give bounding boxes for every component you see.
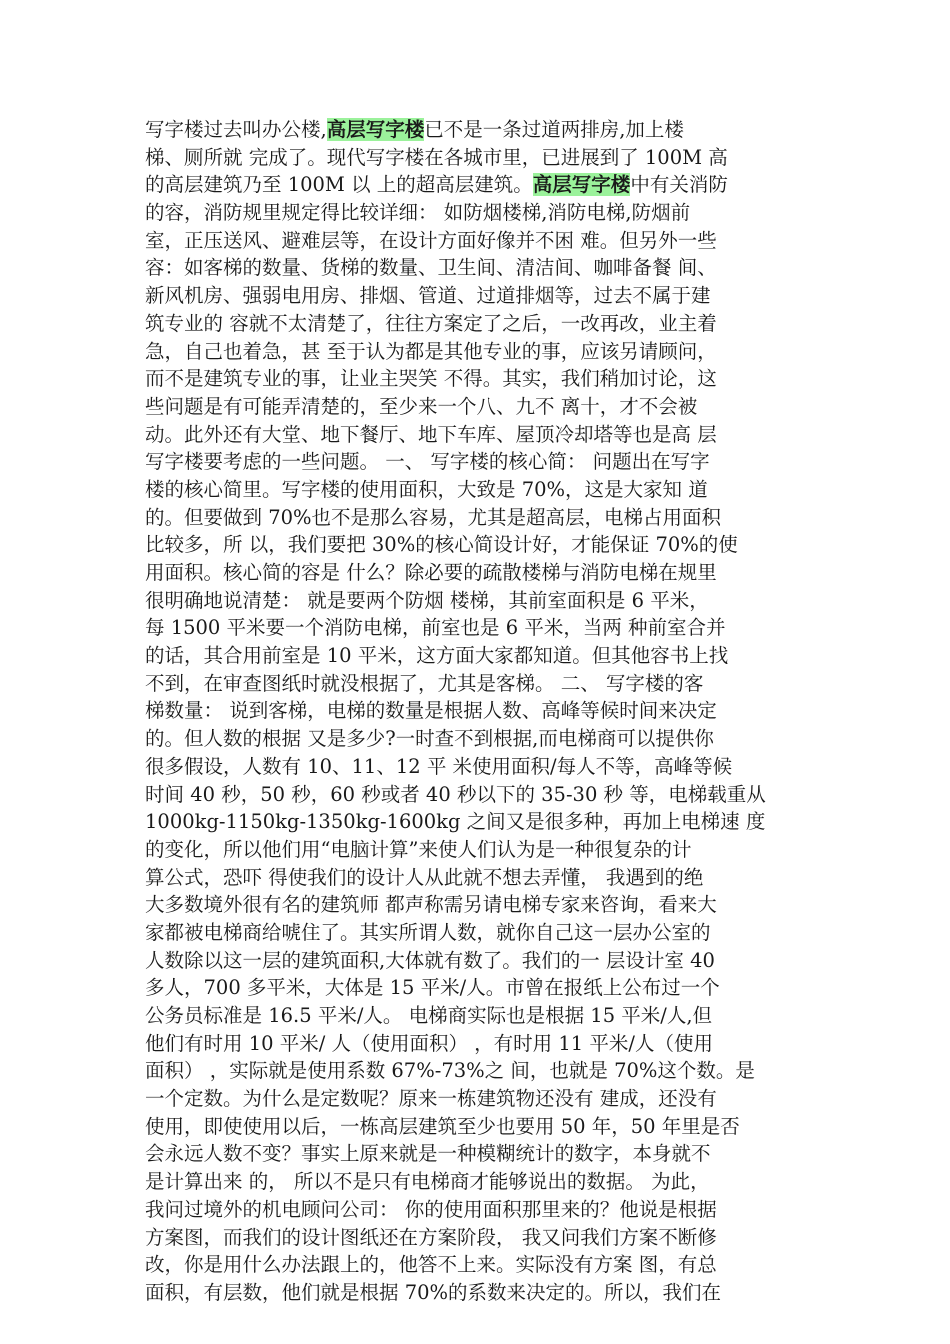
text-line: [145, 1279, 811, 1307]
text-line: [145, 282, 811, 310]
text-line: [145, 531, 811, 559]
text-line: [145, 365, 811, 393]
text-line: [145, 171, 811, 199]
text-line: [145, 1057, 811, 1085]
text-line: [145, 254, 811, 282]
text-run: 面积） ，实际就是使用系数 67%-73%之 间，也就是 70%这个数。是: [145, 1059, 755, 1083]
text-line: [145, 116, 811, 144]
text-run: 急，自己也着急，甚 至于认为都是其他专业的事，应该另请顾问，: [145, 339, 717, 363]
document-page: [145, 116, 811, 1307]
text-line: [145, 144, 811, 172]
text-line: [145, 1196, 811, 1224]
text-run: 室，正压送风、避难层等，在设计方面好像并不困 难。但另外一些: [145, 228, 717, 252]
text-run: 大多数境外很有名的建筑师 都声称需另请电梯专家来咨询，看来大: [145, 893, 717, 917]
text-run: 动。此外还有大堂、地下餐厅、地下车库、屋顶冷却塔等也是高 层: [145, 422, 717, 446]
text-run: 的变化，所以他们用“电脑计算”来使人们认为是一种很复杂的计: [145, 837, 692, 861]
text-line: [145, 614, 811, 642]
text-line: [145, 448, 811, 476]
text-line: [145, 974, 811, 1002]
text-line: [145, 1030, 811, 1058]
text-line: [145, 947, 811, 975]
text-line: [145, 393, 811, 421]
text-run: 的容，消防规里规定得比较详细： 如防烟楼梯,消防电梯,防烟前: [145, 201, 691, 225]
text-run: 改，你是用什么办法跟上的，他答不上来。实际没有方案 图，有总: [145, 1253, 717, 1277]
text-line: [145, 1168, 811, 1196]
text-line: [145, 642, 811, 670]
text-run: 是计算出来 的， 所以不是只有电梯商才能够说出的数据。 为此，: [145, 1170, 710, 1194]
text-line: [145, 1224, 811, 1252]
text-line: [145, 891, 811, 919]
text-run: 他们有时用 10 平米/ 人（使用面积） ，有时用 11 平米/人（使用: [145, 1031, 713, 1055]
text-line: [145, 697, 811, 725]
text-run: 我问过境外的机电顾问公司： 你的使用面积那里来的？他说是根据: [145, 1197, 717, 1221]
text-line: [145, 808, 811, 836]
text-line: [145, 1113, 811, 1141]
text-line: [145, 338, 811, 366]
text-line: [145, 421, 811, 449]
text-run: 会永远人数不变？事实上原来就是一种模糊统计的数字，本身就不: [145, 1142, 711, 1166]
text-run: 已不是一条过道两排房,加上楼: [424, 118, 684, 141]
text-line: [145, 836, 811, 864]
text-line: [145, 504, 811, 532]
text-line: [145, 864, 811, 892]
highlighted-term: 高层写字楼: [326, 118, 425, 141]
text-run: 算公式，恐吓 得使我们的设计人从此就不想去弄懂， 我遇到的绝: [145, 865, 704, 889]
text-line: [145, 1140, 811, 1168]
text-run: 时间 40 秒，50 秒，60 秒或者 40 秒以下的 35-30 秒 等，电梯载重从: [145, 782, 766, 806]
text-run: 面积，有层数，他们就是根据 70%的系数来决定的。所以，我们在: [145, 1280, 722, 1304]
text-run: 新风机房、强弱电用房、排烟、管道、过道排烟等，过去不属于建: [145, 284, 711, 308]
text-line: [145, 1002, 811, 1030]
text-line: [145, 725, 811, 753]
text-run: 公务员标准是 16.5 平米/人。 电梯商实际也是根据 15 平米/人,但: [145, 1004, 713, 1027]
text-run: 而不是建筑专业的事，让业主哭笑 不得。其实，我们稍加讨论，这: [145, 367, 717, 391]
text-run: 多人，700 多平米，大体是 15 平米/人。市曾在报纸上公布过一个: [145, 976, 720, 1000]
text-run: 写字楼过去叫办公楼,: [145, 118, 327, 141]
text-run: 楼的核心简里。写字楼的使用面积，大致是 70%，这是大家知 道: [145, 477, 708, 501]
text-line: [145, 199, 811, 227]
text-line: [145, 1085, 811, 1113]
text-line: [145, 476, 811, 504]
text-run: 使用，即使使用以后，一栋高层建筑至少也要用 50 年，50 年里是否: [145, 1114, 740, 1138]
text-run: 方案图，而我们的设计图纸还在方案阶段， 我又问我们方案不断修: [145, 1225, 717, 1249]
text-line: [145, 919, 811, 947]
text-run: 中有关消防: [630, 173, 728, 197]
text-line: [145, 1251, 811, 1279]
text-run: 梯数量： 说到客梯，电梯的数量是根据人数、高峰等候时间来决定: [145, 699, 717, 723]
text-run: 梯、厕所就 完成了。现代写字楼在各城市里，已进展到了 100M 高: [145, 145, 728, 169]
text-run: 家都被电梯商给唬住了。其实所谓人数，就你自己这一层办公室的: [145, 920, 711, 944]
text-line: [145, 559, 811, 587]
text-line: [145, 670, 811, 698]
text-run: 的话，其合用前室是 10 平米，这方面大家都知道。但其他容书上找: [145, 644, 729, 668]
text-run: 比较多，所 以，我们要把 30%的核心简设计好，才能保证 70%的使: [145, 533, 738, 557]
text-run: 容：如客梯的数量、货梯的数量、卫生间、清洁间、咖啡备餐 间、: [145, 256, 717, 280]
text-run: 写字楼要考虑的一些问题。 一、 写字楼的核心简： 问题出在写字: [145, 450, 710, 474]
text-run: 1000kg-1150kg-1350kg-1600kg 之间又是很多种，再加上电梯速 度: [145, 810, 766, 834]
text-run: 一个定数。为什么是定数呢？原来一栋建筑物还没有 建成，还没有: [145, 1087, 717, 1111]
text-line: [145, 587, 811, 615]
text-run: 很多假设，人数有 10、11、12 平 米使用面积/每人不等，高峰等候: [145, 754, 733, 778]
text-run: 人数除以这一层的建筑面积,大体就有数了。我们的一 层设计室 40: [145, 948, 715, 972]
text-line: [145, 753, 811, 781]
text-line: [145, 781, 811, 809]
text-run: 些问题是有可能弄清楚的，至少来一个八、九不 离十，才不会被: [145, 394, 698, 418]
text-line: [145, 310, 811, 338]
text-run: 不到，在审查图纸时就没根据了，尤其是客梯。 二、 写字楼的客: [145, 671, 704, 695]
text-run: 的。但人数的根据 又是多少?一时查不到根据,而电梯商可以提供你: [145, 727, 714, 751]
highlighted-term: 高层写字楼: [532, 173, 631, 197]
text-run: 筑专业的 容就不太清楚了，往往方案定了之后，一改再改，业主着: [145, 311, 717, 335]
text-run: 用面积。核心简的容是 什么？除必要的疏散楼梯与消防电梯在规里: [145, 561, 717, 584]
text-run: 的。但要做到 70%也不是那么容易，尤其是超高层，电梯占用面积: [145, 505, 722, 529]
text-run: 的高层建筑乃至 100M 以 上的超高层建筑。: [145, 173, 533, 197]
text-line: [145, 227, 811, 255]
text-run: 每 1500 平米要一个消防电梯，前室也是 6 平米，当两 种前室合并: [145, 616, 726, 640]
text-run: 很明确地说清楚： 就是要两个防烟 楼梯，其前室面积是 6 平米，: [145, 588, 709, 612]
